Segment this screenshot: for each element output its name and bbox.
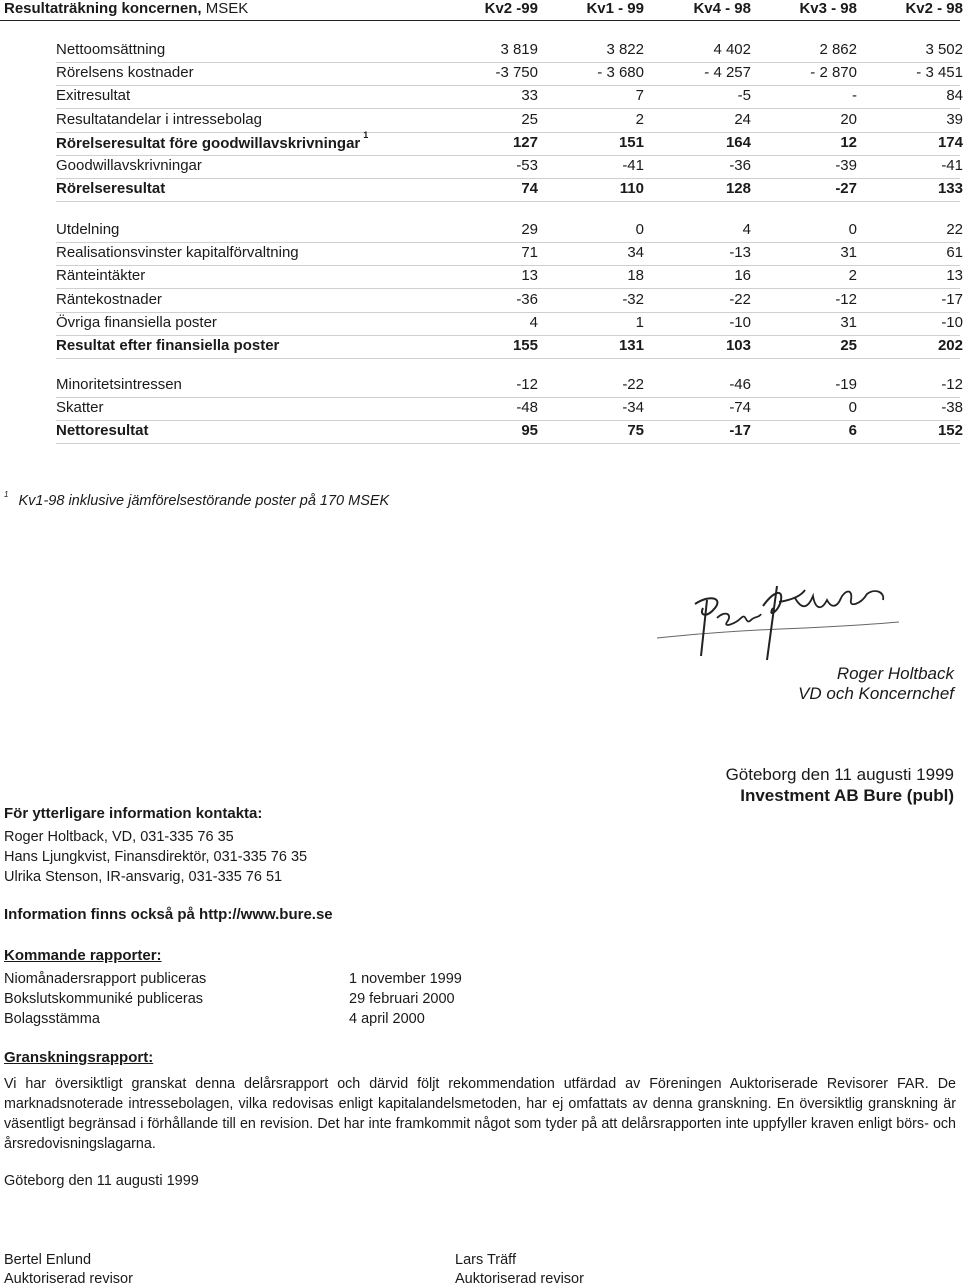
upcoming-item-name: Bolagsstämma: [4, 1011, 100, 1027]
row-label: Övriga finansiella poster: [56, 313, 217, 331]
table-row: [56, 39, 963, 63]
table-cell: 16: [734, 267, 751, 285]
row-label: Nettoomsättning: [56, 41, 166, 58]
table-row: [56, 420, 963, 444]
upcoming-item-date: 1 november 1999: [349, 971, 462, 987]
web-info: Information finns också på http://www.bure.se: [4, 906, 333, 923]
table-cell: 2: [635, 110, 644, 128]
table-cell: -39: [835, 157, 857, 174]
review-text: Vi har översiktligt granskat denna delårsrapport och därvid följt rekommendation utfärdad av Föreningen Auktoriserade Revisorer FAR. De marknadsnoterade intressebolagen, vilka redovisas enligt kapitalandelsmetoden, har ej omfattats av denna granskning. En översiktlig granskning är väsentligt begränsad i förhållande till en revision. Det har inte framkommit något som tyder på att delårsrapporten inte uppfyller kraven enligt börs- och årsredovisningslagarna.: [4, 1076, 956, 1152]
table-cell: -22: [729, 290, 751, 308]
table-row: [56, 335, 963, 359]
table-cell: 31: [840, 313, 857, 331]
table-cell: 155: [512, 337, 538, 354]
table-cell: 33: [521, 87, 538, 105]
column-header: Kv2 -99: [484, 0, 538, 17]
table-cell: 202: [937, 337, 963, 354]
table-row: [56, 374, 963, 398]
table-cell: 34: [627, 244, 644, 262]
table-cell: -22: [622, 376, 644, 393]
upcoming-item-name: Bokslutskommuniké publiceras: [4, 991, 204, 1007]
bottom-place-date: Göteborg den 11 augusti 1999: [4, 1173, 199, 1189]
table-header: [0, 0, 963, 21]
contact-line: Hans Ljungkvist, Finansdirektör, 031-335 76 35: [4, 849, 308, 865]
table-cell: 110: [619, 180, 644, 198]
table-cell: - 2 870: [810, 64, 857, 82]
table-cell: -41: [622, 157, 644, 174]
row-label: Resultatandelar i intressebolag: [56, 110, 262, 128]
row-label-wrap: [56, 129, 369, 152]
company-name: Investment AB Bure (publ): [740, 786, 954, 805]
row-label: Rörelsens kostnader: [56, 64, 194, 82]
table-cell: 2 862: [819, 41, 857, 58]
table-cell: 71: [521, 244, 538, 262]
table-cell: - 4 257: [704, 64, 751, 82]
table-cell: 95: [521, 422, 538, 440]
table-cell: -41: [941, 157, 963, 174]
table-cell: -27: [835, 180, 857, 198]
row-label: Rörelseresultat: [56, 180, 166, 198]
table-cell: 75: [627, 422, 644, 440]
table-cell: -: [852, 87, 857, 105]
table-cell: 12: [840, 133, 857, 151]
upcoming-item-date: 4 april 2000: [349, 1011, 425, 1027]
table-row: [56, 129, 963, 156]
table-row: [56, 312, 963, 336]
auditor-name: Bertel Enlund: [4, 1252, 92, 1268]
table-row: [56, 85, 963, 109]
table-cell: 3 822: [606, 41, 644, 58]
table-title: Resultaträkning koncernen, MSEK: [4, 0, 249, 17]
auditor-name: Lars Träff: [455, 1252, 516, 1268]
column-header: Kv4 - 98: [693, 0, 751, 17]
column-header: Kv3 - 98: [799, 0, 857, 17]
table-row: [56, 265, 963, 289]
table-cell: 3 502: [925, 41, 963, 58]
table-cell: 31: [840, 244, 857, 262]
table-cell: 7: [635, 87, 644, 105]
table-row: [56, 219, 963, 243]
table-cell: -10: [941, 313, 963, 331]
table-cell: 2: [848, 267, 857, 285]
contact-list: [4, 827, 307, 887]
table-cell: -36: [516, 290, 538, 308]
review-heading: Granskningsrapport:: [4, 1049, 154, 1066]
table-cell: -13: [729, 244, 751, 262]
table-cell: 6: [848, 422, 857, 440]
table-cell: 127: [512, 133, 538, 151]
table-cell: -10: [729, 313, 751, 331]
table-cell: 0: [848, 221, 857, 238]
table-cell: -19: [835, 376, 857, 393]
table-cell: 25: [521, 110, 538, 128]
table-cell: 29: [521, 221, 538, 238]
table-row: [56, 155, 963, 179]
table-cell: 131: [618, 337, 644, 354]
contact-line: Roger Holtback, VD, 031-335 76 35: [4, 829, 234, 845]
table-row: [56, 178, 963, 202]
signer-role: VD och Koncernchef: [798, 684, 954, 703]
footnote: $^1$ Kv1-98 inklusive jämförelsestörande poster på 170 MSEK: [4, 490, 390, 509]
row-label: Realisationsvinster kapitalförvaltning: [56, 244, 299, 262]
upcoming-heading: Kommande rapporter:: [4, 947, 162, 964]
table-cell: 39: [946, 110, 963, 128]
table-cell: 24: [734, 110, 751, 128]
table-cell: 84: [946, 87, 963, 105]
table-cell: 152: [937, 422, 963, 440]
table-cell: -34: [622, 399, 644, 417]
table-row: [56, 242, 963, 266]
table-cell: 151: [618, 133, 644, 151]
table-cell: -53: [516, 157, 538, 174]
row-label: Minoritetsintressen: [56, 376, 182, 393]
table-cell: 174: [937, 133, 963, 151]
table-cell: -12: [516, 376, 538, 393]
table-cell: -5: [737, 87, 751, 105]
table-cell: - 3 451: [916, 64, 963, 82]
table-cell: 1: [635, 313, 644, 331]
signer-name: Roger Holtback: [836, 664, 954, 683]
footnote-mark: 1: [363, 129, 369, 140]
table-cell: 3 819: [500, 41, 538, 58]
row-label: Räntekostnader: [56, 290, 162, 308]
table-cell: 13: [946, 267, 963, 285]
auditor-title: Auktoriserad revisor: [4, 1271, 133, 1287]
row-label: Goodwillavskrivningar: [56, 157, 202, 174]
table-cell: 22: [946, 221, 963, 238]
place-date: Göteborg den 11 augusti 1999: [725, 765, 954, 784]
table-cell: -3 750: [495, 64, 538, 82]
table-cell: -12: [835, 290, 857, 308]
table-cell: -17: [729, 422, 751, 440]
table-cell: 164: [725, 133, 751, 151]
table-cell: -17: [941, 290, 963, 308]
table-cell: - 3 680: [597, 64, 644, 82]
row-label: Utdelning: [56, 221, 120, 238]
row-label: Skatter: [56, 399, 104, 417]
table-cell: 0: [848, 399, 857, 417]
table-cell: 4: [742, 221, 751, 238]
table-cell: 103: [725, 337, 751, 354]
table-cell: 13: [521, 267, 538, 285]
handwritten-signature: [655, 578, 905, 670]
table-cell: -36: [729, 157, 751, 174]
table-cell: 128: [725, 180, 751, 198]
table-row: [56, 62, 963, 86]
row-label: Ränteintäkter: [56, 267, 146, 285]
table-cell: 133: [937, 180, 963, 198]
row-label: Exitresultat: [56, 87, 131, 105]
table-cell: 25: [840, 337, 857, 354]
contact-line: Ulrika Stenson, IR-ansvarig, 031-335 76 51: [4, 869, 283, 885]
auditor-title: Auktoriserad revisor: [455, 1271, 584, 1287]
upcoming-item-name: Niomånadersrapport publiceras: [4, 971, 207, 987]
table-cell: -48: [516, 399, 538, 417]
table-cell: 74: [521, 180, 538, 198]
upcoming-item-date: 29 februari 2000: [349, 991, 455, 1007]
table-row: [56, 109, 963, 133]
table-cell: 4 402: [713, 41, 751, 58]
table-row: [56, 397, 963, 421]
table-cell: 4: [529, 313, 538, 331]
row-label: Rörelseresultat före goodwillavskrivningar: [56, 134, 361, 152]
column-header: Kv2 - 98: [905, 0, 963, 17]
contact-heading: För ytterligare information kontakta:: [4, 805, 263, 822]
table-cell: -32: [622, 290, 644, 308]
table-cell: 18: [627, 267, 644, 285]
row-label: Resultat efter finansiella poster: [56, 337, 280, 354]
row-label: Nettoresultat: [56, 422, 149, 440]
table-cell: -38: [941, 399, 963, 417]
table-row: [56, 289, 963, 313]
table-cell: -74: [729, 399, 751, 417]
table-cell: -46: [729, 376, 751, 393]
table-cell: -12: [941, 376, 963, 393]
table-cell: 61: [946, 244, 963, 262]
table-cell: 0: [635, 221, 644, 238]
table-cell: 20: [840, 110, 857, 128]
column-header: Kv1 - 99: [586, 0, 644, 17]
